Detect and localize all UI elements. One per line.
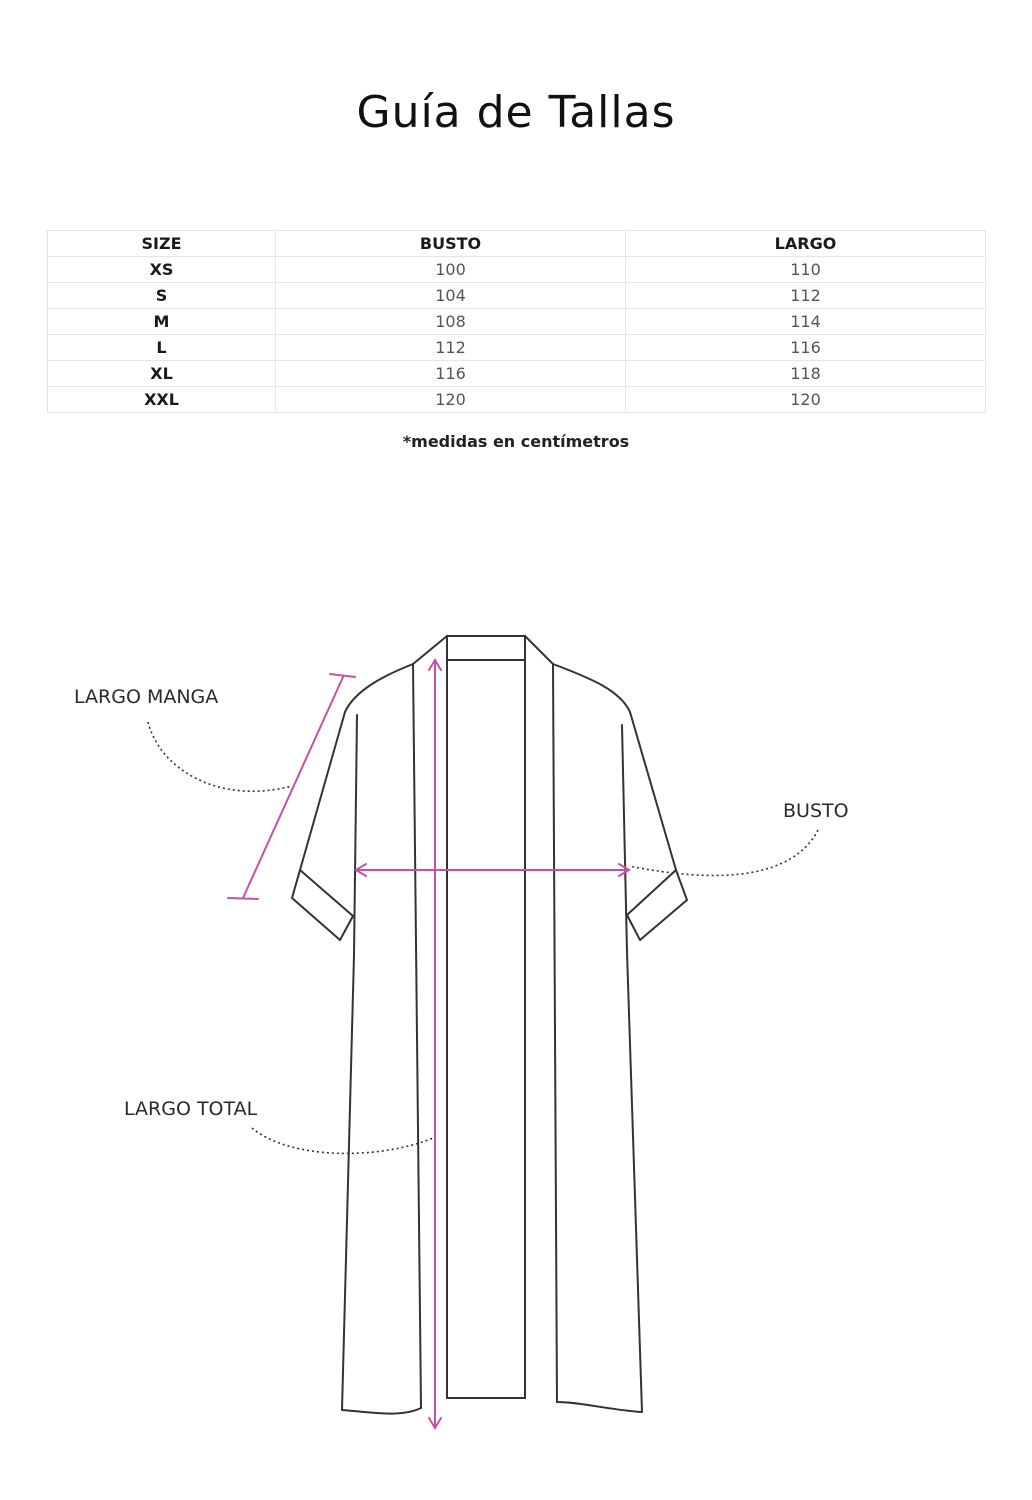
size-cell: M	[48, 309, 276, 335]
label-largo-total: LARGO TOTAL	[124, 1098, 258, 1120]
measurement-footnote: *medidas en centímetros	[402, 432, 630, 451]
header-busto: BUSTO	[276, 231, 626, 257]
busto-cell: 112	[276, 335, 626, 361]
largo-cell: 114	[626, 309, 986, 335]
page-title: Guía de Tallas	[356, 87, 676, 139]
largo-cell: 112	[626, 283, 986, 309]
largo-cell: 118	[626, 361, 986, 387]
label-busto: BUSTO	[783, 800, 849, 822]
busto-cell: 116	[276, 361, 626, 387]
size-cell: S	[48, 283, 276, 309]
busto-cell: 104	[276, 283, 626, 309]
size-cell: XXL	[48, 387, 276, 413]
largo-cell: 120	[626, 387, 986, 413]
largo-cell: 110	[626, 257, 986, 283]
size-cell: L	[48, 335, 276, 361]
sleeve-length-line	[243, 677, 343, 898]
largo-cell: 116	[626, 335, 986, 361]
busto-cell: 120	[276, 387, 626, 413]
header-size: SIZE	[48, 231, 276, 257]
leader-lines	[148, 722, 818, 1153]
busto-cell: 108	[276, 309, 626, 335]
size-cell: XS	[48, 257, 276, 283]
measurement-lines	[228, 660, 629, 1428]
label-largo-manga: LARGO MANGA	[74, 686, 219, 708]
header-largo: LARGO	[626, 231, 986, 257]
kimono-outline	[292, 636, 687, 1414]
size-cell: XL	[48, 361, 276, 387]
busto-cell: 100	[276, 257, 626, 283]
